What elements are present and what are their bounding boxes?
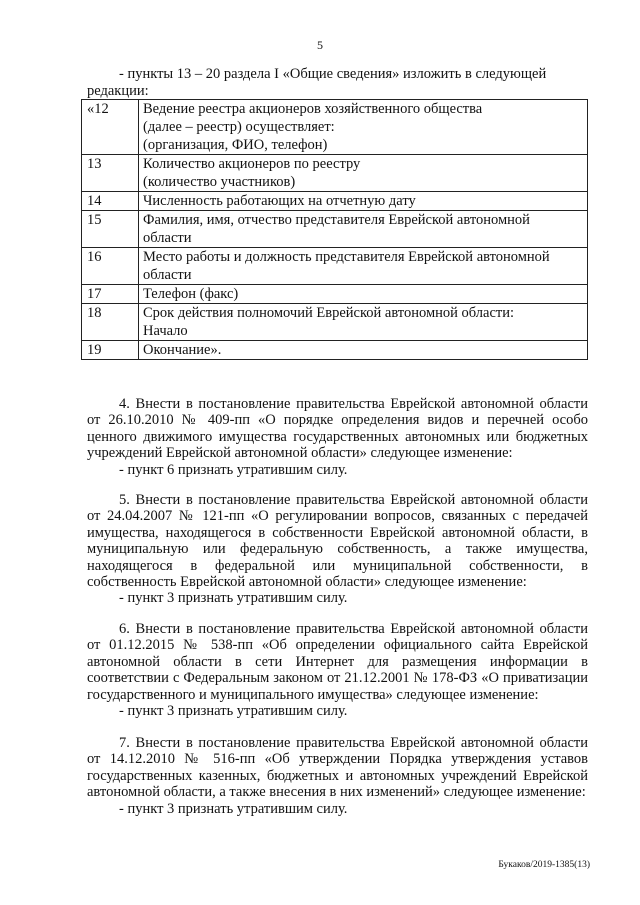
row-text-line: Количество акционеров по реестру bbox=[143, 156, 361, 172]
paragraph-4 bbox=[87, 396, 588, 478]
row-number: 17 bbox=[82, 285, 139, 304]
paragraph-sub: - пункт 3 признать утратившим силу. bbox=[119, 703, 348, 720]
table-row bbox=[82, 285, 588, 304]
row-number: 19 bbox=[82, 341, 139, 360]
row-number: «12 bbox=[82, 100, 139, 155]
row-text bbox=[139, 285, 588, 304]
row-text-line: Фамилия, имя, отчество представителя Еврейской автономной bbox=[143, 212, 530, 228]
paragraph-5 bbox=[87, 492, 588, 607]
paragraph-sub: - пункт 6 признать утратившим силу. bbox=[119, 461, 348, 478]
row-text-line: Численность работающих на отчетную дату bbox=[143, 193, 416, 209]
document-footer-code: Букаков/2019-1385(13) bbox=[498, 860, 590, 870]
table-row bbox=[82, 304, 588, 341]
table-row bbox=[82, 211, 588, 248]
row-text-line: (далее – реестр) осуществляет: bbox=[143, 119, 335, 135]
row-text bbox=[139, 192, 588, 211]
paragraph-text: 6. Внести в постановление правительства Еврейской автономной области от 01.12.2015 № 538-пп «Об определении официального сайта Еврейской автономной области в сети Интернет для размещения информации в соответствии с Федеральным законом от 21.12.2001 № 178-ФЗ «О приватизации государственного и муниципального имущества» следующее изменение: bbox=[87, 621, 588, 703]
row-text-line: области bbox=[143, 267, 192, 283]
row-number: 18 bbox=[82, 304, 139, 341]
paragraph-sub: - пункт 3 признать утратившим силу. bbox=[119, 800, 348, 817]
row-text-line: Телефон (факс) bbox=[143, 286, 239, 302]
row-number: 16 bbox=[82, 248, 139, 285]
intro-line: редакции: bbox=[87, 83, 149, 99]
row-text-line: (количество участников) bbox=[143, 174, 296, 190]
row-text bbox=[139, 211, 588, 248]
paragraph-6 bbox=[87, 621, 588, 719]
table-row bbox=[82, 155, 588, 192]
row-text bbox=[139, 341, 588, 360]
paragraph-text: 4. Внести в постановление правительства Еврейской автономной области от 26.10.2010 № 409-пп «О порядке определения видов и перечней особо ценного движимого имущества государственных автономных или бюджетных учреждений Еврейской автономной области» следующее изменение: bbox=[87, 396, 588, 462]
row-text bbox=[139, 248, 588, 285]
page-number: 5 bbox=[317, 38, 323, 52]
intro-line: - пункты 13 – 20 раздела I «Общие сведения» изложить в следующей bbox=[119, 66, 547, 82]
row-number: 13 bbox=[82, 155, 139, 192]
row-text-line: Место работы и должность представителя Еврейской автономной bbox=[143, 249, 550, 265]
row-text-line: (организация, ФИО, телефон) bbox=[143, 137, 328, 153]
general-info-table bbox=[81, 99, 588, 360]
paragraph-sub: - пункт 3 признать утратившим силу. bbox=[119, 590, 348, 607]
intro-paragraph bbox=[87, 66, 587, 100]
row-text bbox=[139, 155, 588, 192]
row-text-line: Окончание». bbox=[143, 342, 222, 358]
row-number: 15 bbox=[82, 211, 139, 248]
row-text bbox=[139, 304, 588, 341]
paragraph-text: 7. Внести в постановление правительства Еврейской автономной области от 14.12.2010 № 516-пп «Об утверждении Порядка утверждения уставов государственных казенных, бюджетных и автономных учреждений Еврейской автономной области, а также внесения в них изменений» следующее изменение: bbox=[87, 735, 588, 801]
table-row bbox=[82, 192, 588, 211]
paragraph-text: 5. Внести в постановление правительства Еврейской автономной области от 24.04.2007 № 121-пп «О регулировании вопросов, связанных с передачей имущества, находящегося в собственности Еврейской автономной области, в муниципальную или федеральную собственность, а также имущества, находящегося в федеральной или муниципальной собственности, в собственность Еврейской автономной области» следующее изменение: bbox=[87, 492, 588, 591]
paragraph-7 bbox=[87, 735, 588, 817]
table-row bbox=[82, 248, 588, 285]
row-text bbox=[139, 100, 588, 155]
row-text-line: области bbox=[143, 230, 192, 246]
table-row bbox=[82, 100, 588, 155]
table-row bbox=[82, 341, 588, 360]
row-text-line: Ведение реестра акционеров хозяйственного общества bbox=[143, 101, 483, 117]
row-number: 14 bbox=[82, 192, 139, 211]
row-text-line: Срок действия полномочий Еврейской автономной области: bbox=[143, 305, 515, 321]
row-text-line: Начало bbox=[143, 323, 188, 339]
